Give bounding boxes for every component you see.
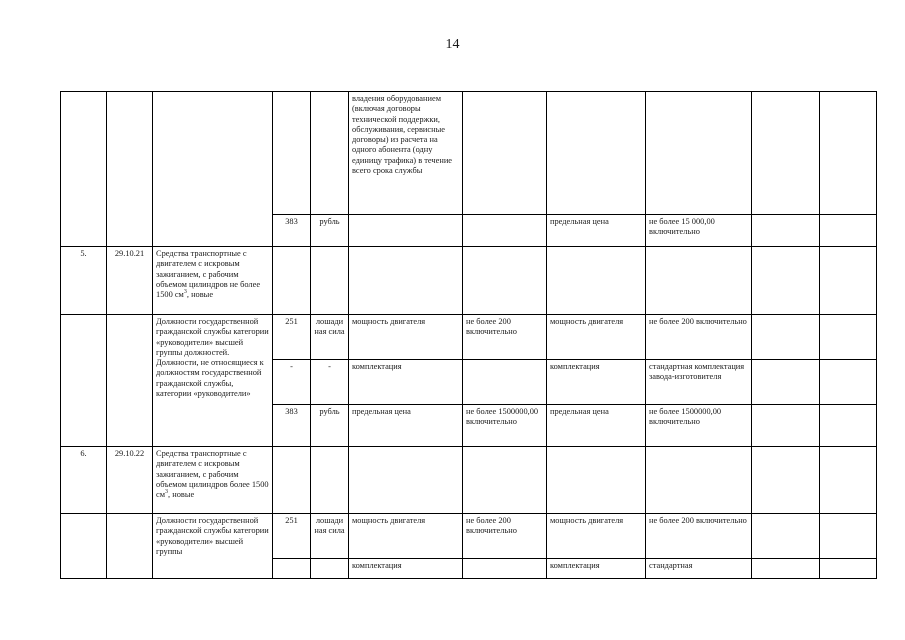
char-name-cell: мощность двигателя	[349, 514, 463, 559]
char-name-cell: мощность двигателя	[349, 315, 463, 360]
position-cell: Должности государственной гражданской службы категории «руководители» высшей группы	[153, 514, 273, 579]
table-row	[61, 247, 877, 315]
okei-code-cell: 383	[273, 215, 311, 247]
okei-code-cell	[273, 559, 311, 579]
table-row	[61, 514, 877, 559]
char-name-cell	[349, 215, 463, 247]
char-name-cell: комплектация	[349, 559, 463, 579]
okei-code-cell: 383	[273, 405, 311, 447]
char-value-cell: не более 1500000,00 включительно	[463, 405, 547, 447]
char-name2-cell: мощность двигателя	[547, 315, 646, 360]
table-row	[61, 92, 877, 215]
char-name2-cell: комплектация	[547, 360, 646, 405]
char-value-cell	[463, 215, 547, 247]
char-name-cell: комплектация	[349, 360, 463, 405]
item-number-cell: 5.	[61, 247, 107, 315]
unit-cell: -	[311, 360, 349, 405]
requirements-table	[60, 91, 877, 579]
char-value-cell: не более 200 включительно	[463, 514, 547, 559]
char-name2-cell: предельная цена	[547, 405, 646, 447]
unit-cell: рубль	[311, 215, 349, 247]
table-row	[61, 315, 877, 360]
okpd-code-cell: 29.10.21	[107, 247, 153, 315]
okei-code-cell: 251	[273, 514, 311, 559]
char-name-cell: предельная цена	[349, 405, 463, 447]
unit-cell	[311, 559, 349, 579]
char-value-cell	[463, 360, 547, 405]
okpd-code-cell: 29.10.22	[107, 447, 153, 514]
char-name-cell: владения оборудованием (включая договоры технической поддержки, обслуживания, сервисные договоры) из расчета на одного абонента (одну единицу трафика) в течение всего срока службы	[349, 92, 463, 215]
char-name2-cell: предельная цена	[547, 215, 646, 247]
position-cell: Должности государственной гражданской службы категории «руководители» высшей группы должностей. Должности, не относящиеся к должностям государственной гражданской службы, категории «руководители»	[153, 315, 273, 447]
okei-code-cell: 251	[273, 315, 311, 360]
table-row	[61, 447, 877, 514]
char-value2-cell: не более 200 включительно	[646, 315, 752, 360]
char-value-cell	[463, 559, 547, 579]
unit-cell: лошадиная сила	[311, 315, 349, 360]
item-name-cell: Средства транспортные с двигателем с искровым зажиганием, с рабочим объемом цилиндров не более 1500 $см^3$, новые	[153, 247, 273, 315]
page-number: 14	[445, 37, 460, 52]
char-value2-cell: не более 15 000,00 включительно	[646, 215, 752, 247]
char-name2-cell: комплектация	[547, 559, 646, 579]
char-value2-cell: стандартная комплектация завода-изготовителя	[646, 360, 752, 405]
char-value2-cell: стандартная	[646, 559, 752, 579]
unit-cell: лошадиная сила	[311, 514, 349, 559]
unit-cell: рубль	[311, 405, 349, 447]
char-value-cell: не более 200 включительно	[463, 315, 547, 360]
item-number-cell: 6.	[61, 447, 107, 514]
char-value2-cell: не более 200 включительно	[646, 514, 752, 559]
okei-code-cell: -	[273, 360, 311, 405]
item-name-cell: Средства транспортные с двигателем с искровым зажиганием, с рабочим объемом цилиндров более 1500 $см^3$, новые	[153, 447, 273, 514]
char-value2-cell: не более 1500000,00 включительно	[646, 405, 752, 447]
char-name2-cell: мощность двигателя	[547, 514, 646, 559]
